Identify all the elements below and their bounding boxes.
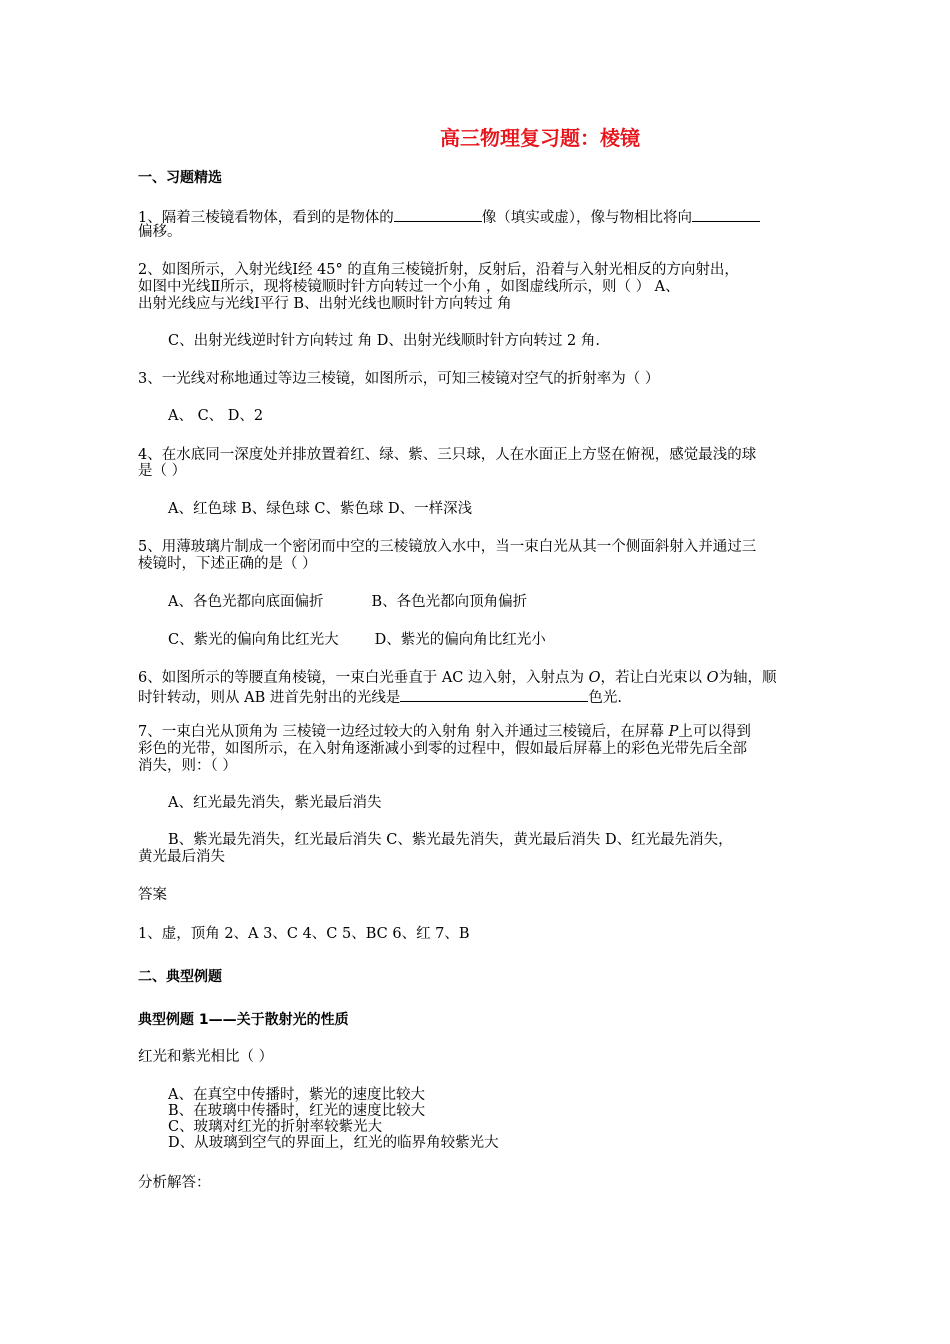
- analysis-label: 分析解答：: [138, 1175, 211, 1191]
- question-4-line-1: 4、在水底同一深度处并排放置着红、绿、紫、三只球，人在水面正上方竖在俯视，感觉最浅的球: [138, 447, 757, 463]
- question-5-options-cd: C、紫光的偏向角比红光大 D、紫光的偏向角比红光小: [168, 632, 546, 648]
- question-7-option-a: A、红光最先消失，紫光最后消失: [168, 795, 382, 811]
- question-7-line-2: 彩色的光带，如图所示，在入射角逐渐减小到零的过程中，假如最后屏幕上的彩色光带先后全部: [138, 741, 747, 757]
- answer-blank: [692, 207, 760, 222]
- question-4-line-2: 是（ ）: [138, 463, 187, 479]
- question-2-line-1: 2、如图所示，入射光线Ⅰ经 45° 的直角三棱镜折射，反射后，沿着与入射光相反的方向射出，: [138, 262, 739, 278]
- section-heading-exercises: 一、习题精选: [138, 170, 222, 186]
- example-1-option: D、从玻璃到空气的界面上，红光的临界角较紫光大: [168, 1135, 499, 1151]
- example-1-option: B、在玻璃中传播时，红光的速度比较大: [168, 1103, 426, 1119]
- question-3-line-1: 3、一光线对称地通过等边三棱镜，如图所示，可知三棱镜对空气的折射率为（ ）: [138, 371, 660, 387]
- answers-label: 答案: [138, 887, 167, 903]
- question-5-options-ab: A、各色光都向底面偏折 B、各色光都向顶角偏折: [168, 594, 528, 610]
- question-7-line-3: 消失，则：（ ）: [138, 758, 237, 774]
- question-2-line-3: 出射光线应与光线Ⅰ平行 B、出射光线也顺时针方向转过 角: [138, 296, 512, 312]
- question-7-line-1: 7、一束白光从顶角为 三棱镜一边经过较大的入射角 射入并通过三棱镜后，在屏幕 P上可以得到: [138, 724, 751, 740]
- example-1-option: C、玻璃对红光的折射率较紫光大: [168, 1119, 383, 1135]
- example-1-question: 红光和紫光相比（ ）: [138, 1049, 274, 1065]
- question-2-line-2: 如图中光线Ⅱ所示，现将棱镜顺时针方向转过一个小角 ，如图虚线所示，则（ ） A、: [138, 279, 680, 295]
- question-7-options-cont: 黄光最后消失: [138, 849, 225, 865]
- section-heading-examples: 二、典型例题: [138, 969, 222, 985]
- answers-list: 1、虚，顶角 2、A 3、C 4、C 5、BC 6、红 7、B: [138, 926, 470, 942]
- question-6-line-2: 时针转动，则从 AB 进首先射出的光线是 色光.: [138, 687, 622, 707]
- question-2-options: C、出射光线逆时针方向转过 角 D、出射光线顺时针方向转过 2 角.: [168, 333, 600, 349]
- question-1-line-1: 1、隔着三棱镜看物体，看到的是物体的 像（填实或虚），像与物相比将向: [138, 207, 760, 227]
- answer-blank: [394, 207, 482, 222]
- question-5-line-1: 5、用薄玻璃片制成一个密闭而中空的三棱镜放入水中，当一束白光从其一个侧面斜射入并通过三: [138, 539, 757, 555]
- example-1-option: A、在真空中传播时，紫光的速度比较大: [168, 1087, 425, 1103]
- answer-blank: [400, 687, 588, 702]
- question-3-options: A、 C、 D、2: [168, 408, 264, 424]
- question-6-line-1: 6、如图所示的等腰直角棱镜，一束白光垂直于 AC 边入射，入射点为 O，若让白光束以 O为轴，顺: [138, 670, 777, 686]
- question-5-line-2: 棱镜时，下述正确的是（ ）: [138, 556, 317, 572]
- page-title: 高三物理复习题：棱镜: [440, 126, 640, 150]
- example-1-title: 典型例题 1——关于散射光的性质: [138, 1012, 349, 1028]
- question-4-options: A、红色球 B、绿色球 C、紫色球 D、一样深浅: [168, 501, 473, 517]
- question-1-line-2: 偏移。: [138, 224, 182, 240]
- question-7-options-bcd: B、紫光最先消失，红光最后消失 C、紫光最先消失，黄光最后消失 D、红光最先消失，: [168, 832, 733, 848]
